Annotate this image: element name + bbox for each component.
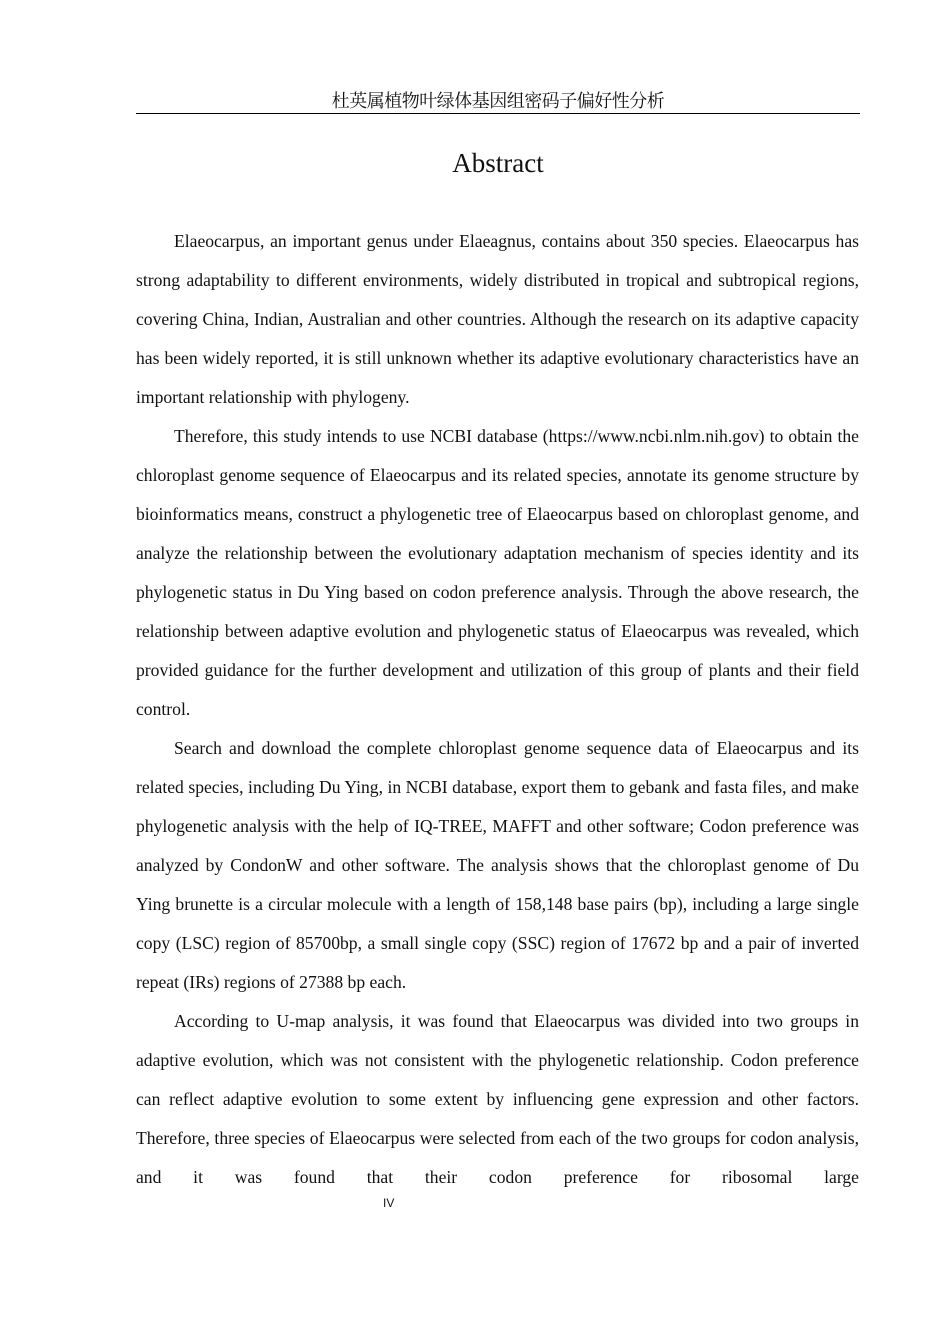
page-number: IV [383, 1196, 395, 1210]
running-header: 杜英属植物叶绿体基因组密码子偏好性分析 [331, 91, 665, 112]
abstract-body [136, 222, 859, 1197]
paragraph: According to U-map analysis, it was found that Elaeocarpus was divided into two groups in adaptive evolution, which was not consistent with the phylogenetic relationship. Codon preference can reflect adaptive evolution to some extent by influencing gene expression and other factors. Therefore, three species of Elaeocarpus were selected from each of the two groups for codon analysis, and it was found that their codon preference for ribosomal large [136, 1011, 859, 1187]
header-divider [136, 113, 860, 114]
paragraph: Search and download the complete chloroplast genome sequence data of Elaeocarpus and its related species, including Du Ying, in NCBI database, export them to gebank and fasta files, and make phylogenetic analysis with the help of IQ-TREE, MAFFT and other software; Codon preference was analyzed by CondonW and other software. The analysis shows that the chloroplast genome of Du Ying brunette is a circular molecule with a length of 158,148 base pairs (bp), including a large single copy (LSC) region of 85700bp, a small single copy (SSC) region of 17672 bp and a pair of inverted repeat (IRs) regions of 27388 bp each. [136, 738, 859, 992]
paragraph: Elaeocarpus, an important genus under Elaeagnus, contains about 350 species. Elaeocarpus has strong adaptability to different environments, widely distributed in tropical and subtropical regions, covering China, Indian, Australian and other countries. Although the research on its adaptive capacity has been widely reported, it is still unknown whether its adaptive evolutionary characteristics have an important relationship with phylogeny. [136, 231, 859, 407]
paragraph: Therefore, this study intends to use NCBI database (https://www.ncbi.nlm.nih.gov) to obtain the chloroplast genome sequence of Elaeocarpus and its related species, annotate its genome structure by bioinformatics means, construct a phylogenetic tree of Elaeocarpus based on chloroplast genome, and analyze the relationship between the evolutionary adaptation mechanism of species identity and its phylogenetic status in Du Ying based on codon preference analysis. Through the above research, the relationship between adaptive evolution and phylogenetic status of Elaeocarpus was revealed, which provided guidance for the further development and utilization of this group of plants and their field control. [136, 426, 859, 719]
page-title: Abstract [452, 148, 544, 178]
